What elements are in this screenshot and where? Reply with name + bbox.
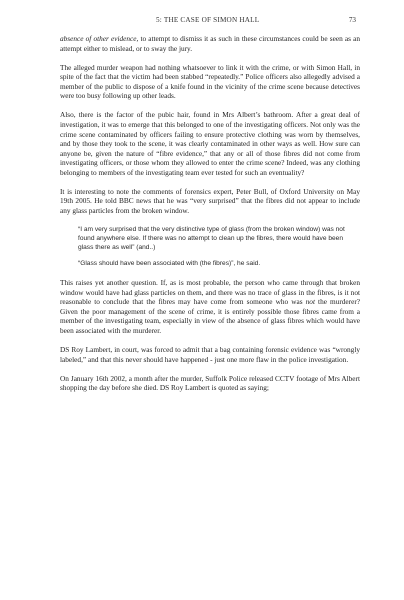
block-quote-2: “Glass should have been associated with (the fibres)”, he said. (78, 260, 261, 268)
chapter-title: 5: THE CASE OF SIMON HALL (156, 16, 260, 24)
paragraph-1-text: to attempt to dismiss it as such in these circumstances could be seen as an attempt either to mislead, or to sway the jury. (60, 34, 360, 53)
paragraph-5-text-a: This raises yet another question. If, as is most probable, the person who came through that broken window would have had glass particles on them, and there was no trace of glass in the fibres, is it not reasonable to conclude that the fibres may have come from someone who was (60, 278, 360, 307)
paragraph-4: It is interesting to note the comments of forensics expert, Peter Bull, of Oxford University on May 19th 2005. He told BBC news that he was “very surprised” that the fibres did not appear to include any glass particles from the broken window. (60, 186, 360, 216)
paragraph-5-text-b: the murderer? Given the poor management of the scene of crime, it is entirely possible those fibres came from a member of the investigating team, especially in view of the absence of glass fibres which would have been associated with the murderer. (60, 297, 360, 336)
running-header (60, 16, 356, 28)
paragraph-7: On January 16th 2002, a month after the murder, Suffolk Police released CCTV footage of Mrs Albert shopping the day before she died. DS Roy Lambert is quoted as saying; (60, 373, 360, 393)
paragraph-6: DS Roy Lambert, in court, was forced to admit that a bag containing forensic evidence was “wrongly labeled,” and that this never should have happened - just one more flaw in the police investigation. (60, 345, 360, 364)
page-body (60, 34, 360, 402)
paragraph-1 (60, 34, 360, 53)
block-quote-1: “I am very surprised that the very distinctive type of glass (from the broken window) was not found anywhere else. If there was no attempt to clean up the fibres, there would have been glass there as well” (and..) (78, 226, 345, 252)
paragraph-3: Also, there is the factor of the pubic hair, found in Mrs Albert’s bathroom. After a great deal of investigation, it was to emerge that this belonged to one of the investigating officers. Not only was the crime scene contaminated by officers failing to ensure protective clothing was worn by themselves, and by those they took to the scene, it was clearly contaminated in other ways as well. How sure can anyone be, given the nature of “fibre evidence,” that any or all of those fibres did not come from investigating officers, or those whom they allowed to enter the crime scene? Indeed, was any clothing belonging to members of the investigating team ever tested for such an eventuality? (60, 110, 360, 177)
paragraph-5 (60, 278, 360, 336)
page-number: 73 (348, 16, 356, 24)
paragraph-2: The alleged murder weapon had nothing whatsoever to link it with the crime, or with Simon Hall, in spite of the fact that the victim had been stabbed “repeatedly.” Police officers also allegedly advised a member of the public to dispose of a knife found in the vicinity of the crime scene because detectives were too busy following up other leads. (60, 62, 360, 101)
paragraph-1-italic: absence of other evidence, (60, 34, 139, 43)
paragraph-5-italic: not (305, 297, 315, 307)
